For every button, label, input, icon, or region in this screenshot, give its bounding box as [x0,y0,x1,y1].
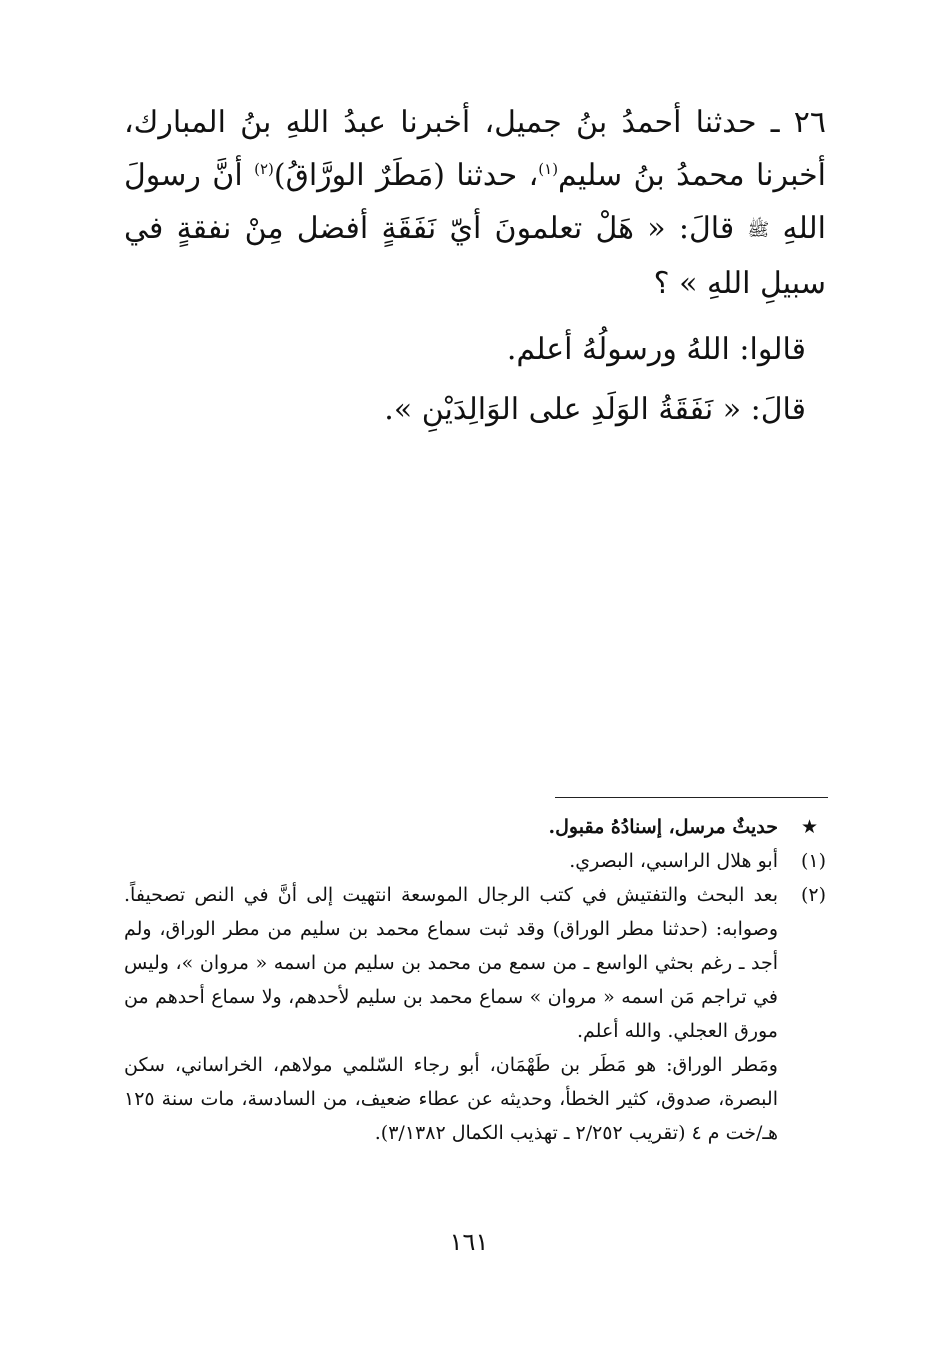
prophet-answer: قالَ: « نَفَقَةُ الوَلَدِ على الوَالِدَيْنِ ». [384,391,806,427]
footnote-divider [555,797,828,798]
footnote-star-text: حديثٌ مرسل، إسنادُهُ مقبول. [548,816,778,838]
salla-glyph: ﷺ [747,219,770,241]
hadith-intro: ٢٦ ـ حدثنا أحمدُ بنُ جميل، أخبرنا عبدُ اللهِ بنُ المبارك، أخبرنا محمدُ بنُ سليم [124,105,826,193]
footnote-1 [124,844,826,878]
page-number: ١٦١ [449,1228,489,1256]
footnote-ref-1[interactable]: (١) [538,160,559,178]
footnotes [124,810,826,1150]
footnote-2-text: بعد البحث والتفتيش في كتب الرجال الموسعة انتهيت إلى أنَّ في النص تصحيفاً. وصوابه: (حدثنا مطر الوراق) وقد ثبت سماع محمد بن سليم من مطر الوراق، ولم أجد ـ رغم بحثي الواسع ـ من سمع من محمد بن سليم من اسمه « مروان »، وليس في تراجم مَن اسمه « مروان » سماع محمد بن سليم لأحدهم، ولا سماع أحدهم من مورق العجلي. والله أعلم. [124,884,778,1042]
hadith-saying: قالَ: « هَلْ تعلمونَ أيّ نَفَقَةٍ أفضل مِنْ نفقةٍ في سبيلِ اللهِ » ؟ [124,211,826,301]
footnote-star [124,810,826,844]
hadith-cont: أنَّ رسولَ اللهِ [124,158,826,246]
hadith-text [124,96,826,440]
footnote-2-mark: (٢) [800,884,826,906]
companions-answer: قالوا: اللهُ ورسولُهُ أعلم. [506,331,806,367]
footnote-1-mark: (١) [800,850,826,872]
footnote-ref-2[interactable]: (٢) [254,160,274,178]
hadith-paragraph [124,96,826,310]
footnote-2-body [124,878,778,1150]
star-mark: ★ [800,816,818,838]
hadith-mid: ، حدثنا (مَطَرٌ الورَّاقُ) [273,158,539,193]
footnote-2-extra: ومَطر الوراق: هو مَطَر بن طَهْمَان، أبو رجاء السّلمي مولاهم، الخراساني، سكن البصرة، صدوق، كثير الخطأ، وحديثه عن عطاء ضعيف، من السادسة، مات سنة ١٢٥ هـ/خت م ٤ (تقريب ٢/٢٥٢ ـ تهذيب الكمال ٣/١٣٨٢). [124,1054,778,1144]
footnote-2 [124,878,826,1150]
footnote-1-text: أبو هلال الراسبي، البصري. [569,850,778,872]
